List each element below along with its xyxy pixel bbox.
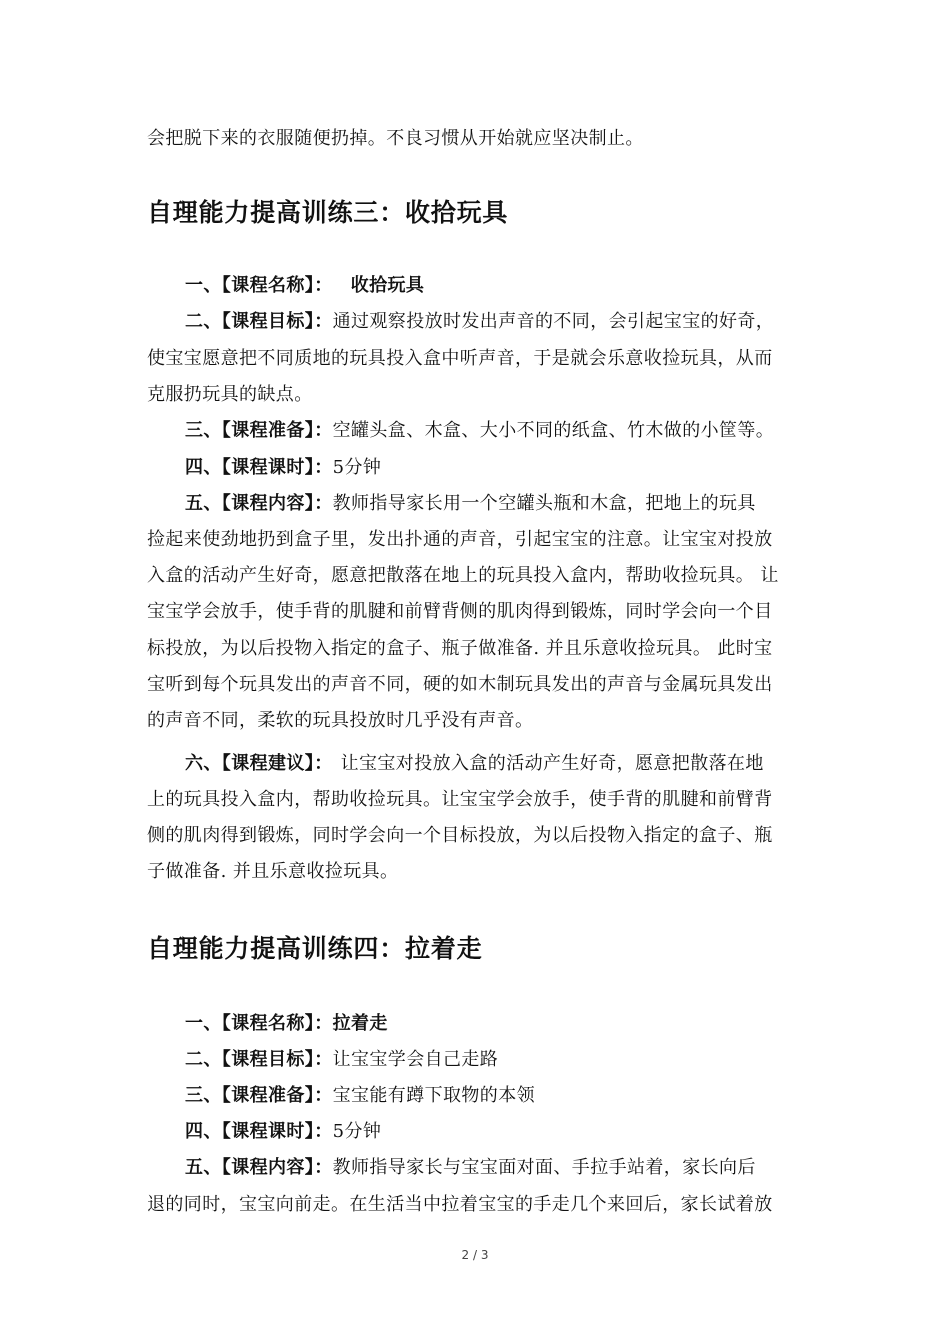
s3-course-content-label: 五、【课程内容】： [185,493,333,514]
s3-course-prep-value: 空罐头盒、木盒、大小不同的纸盒、竹木做的小筐等。 [332,420,775,441]
s4-course-content-line1: 教师指导家长与宝宝面对面、手拉手站着，家长向后 [332,1157,756,1178]
s3-course-name [185,268,845,304]
continuation-text: 会把脱下来的衣服随便扔掉。不良习惯从开始就应坚决制止。 [147,128,644,149]
s3-course-name-label: 一、【课程名称】： [185,275,333,296]
s3-course-goal-line3: 克服扔玩具的缺点。 [147,384,313,405]
s3-course-prep [185,413,845,449]
s4-course-name-label: 一、【课程名称】： [185,1013,333,1034]
s3-course-content-line3: 入盒的活动产生好奇，愿意把散落在地上的玩具投入盒内，帮助收捡玩具。 让 [147,565,779,586]
s3-course-content-line2: 捡起来使劲地扔到盒子里，发出扑通的声音，引起宝宝的注意。让宝宝对投放 [147,529,773,550]
s3-course-prep-label: 三、【课程准备】： [185,420,333,441]
s4-course-goal-label: 二、【课程目标】： [185,1049,333,1070]
section-3-title: 自理能力提高训练三：收拾玩具 [147,198,509,227]
s3-course-advice [185,746,845,782]
s4-course-duration [185,1114,845,1150]
s4-course-name [185,1006,845,1042]
s3-course-advice-line1: 让宝宝对投放入盒的活动产生好奇，愿意把散落在地 [340,753,764,774]
s4-course-content-label: 五、【课程内容】： [185,1157,333,1178]
page-number: 2 / 3 [461,1248,489,1262]
s4-course-goal [185,1042,845,1078]
s3-course-goal-line2: 使宝宝愿意把不同质地的玩具投入盒中听声音，于是就会乐意收捡玩具，从而 [147,348,773,369]
s3-course-goal [185,304,845,340]
s3-course-advice-label: 六、【课程建议】： [185,753,333,774]
s3-course-goal-line1: 通过观察投放时发出声音的不同，会引起宝宝的好奇， [332,311,775,332]
s4-course-prep-value: 宝宝能有蹲下取物的本领 [332,1085,536,1106]
s3-course-duration-label: 四、【课程课时】： [185,457,333,478]
s3-course-content [185,486,845,522]
s4-course-name-value: 拉着走 [332,1013,388,1034]
s3-course-content-line4: 宝宝学会放手，使手背的肌腱和前臂背侧的肌肉得到锻炼，同时学会向一个目 [147,601,773,622]
s4-course-duration-label: 四、【课程课时】： [185,1121,333,1142]
s3-course-goal-label: 二、【课程目标】： [185,311,333,332]
s4-course-content [185,1150,845,1186]
s4-course-goal-value: 让宝宝学会自己走路 [332,1049,499,1070]
section-4-title: 自理能力提高训练四：拉着走 [147,934,483,963]
s3-course-content-line5: 标投放，为以后投物入指定的盒子、瓶子做准备. 并且乐意收捡玩具。 此时宝 [147,638,773,659]
s3-course-name-value: 收拾玩具 [350,275,425,296]
s4-course-prep-label: 三、【课程准备】： [185,1085,333,1106]
s4-course-content-line2: 退的同时，宝宝向前走。在生活当中拉着宝宝的手走几个来回后，家长试着放 [147,1194,773,1215]
s4-course-duration-value: 5分钟 [332,1121,382,1142]
s3-course-duration [185,450,845,486]
s3-course-advice-line3: 侧的肌肉得到锻炼，同时学会向一个目标投放，为以后投物入指定的盒子、瓶 [147,825,773,846]
s3-course-content-line7: 的声音不同，柔软的玩具投放时几乎没有声音。 [147,710,534,731]
s3-course-advice-line4: 子做准备. 并且乐意收捡玩具。 [147,861,399,882]
s3-course-content-line6: 宝听到每个玩具发出的声音不同，硬的如木制玩具发出的声音与金属玩具发出 [147,674,773,695]
s3-course-content-line1: 教师指导家长用一个空罐头瓶和木盒，把地上的玩具 [332,493,756,514]
s4-course-prep [185,1078,845,1114]
s3-course-duration-value: 5分钟 [332,457,382,478]
s3-course-advice-line2: 上的玩具投入盒内，帮助收捡玩具。让宝宝学会放手，使手背的肌腱和前臂背 [147,789,773,810]
